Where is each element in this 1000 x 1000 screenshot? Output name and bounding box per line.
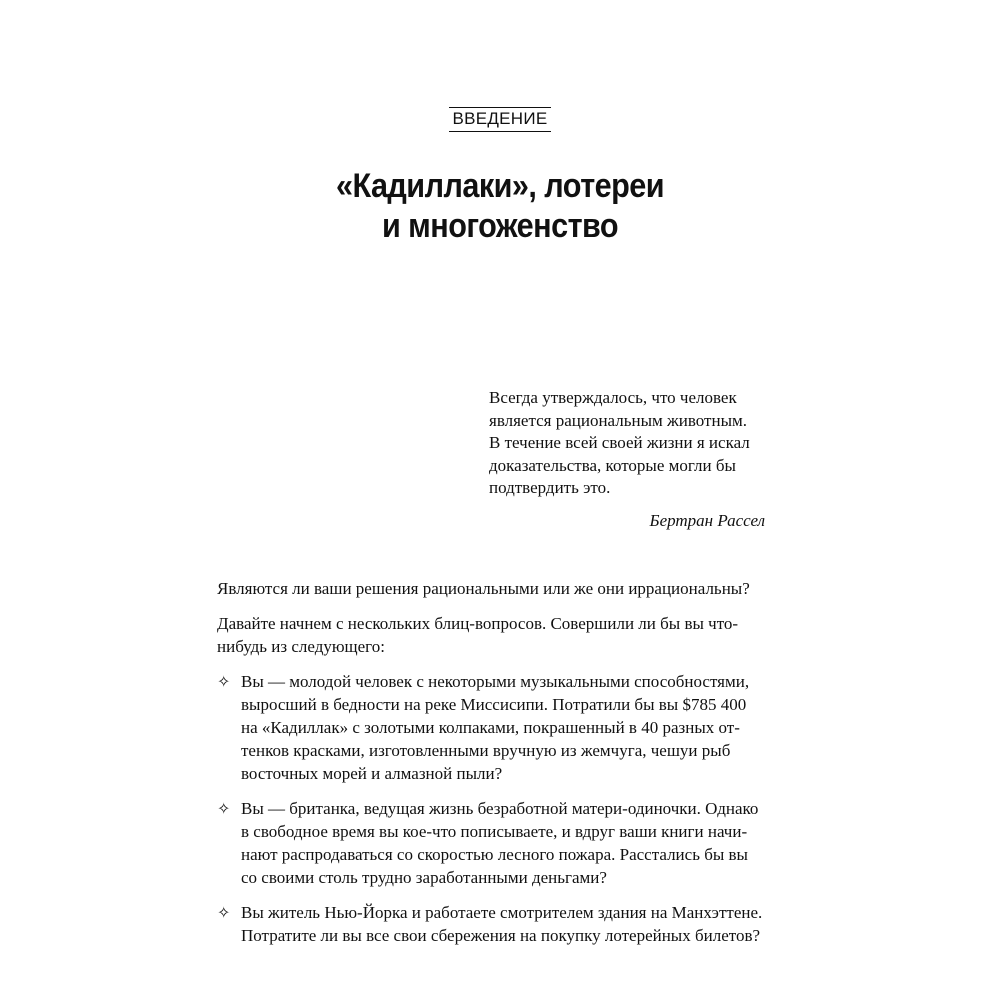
epigraph-line: доказательства, которые могли бы	[489, 455, 736, 475]
bullet-line: Вы житель Нью-Йорка и работаете смотрителем здания на Манхэттене.	[241, 903, 763, 922]
epigraph-line: В течение всей своей жизни я искал	[489, 433, 750, 452]
bullet-line: тенков красками, изготовленными вручную из жемчуга, чешуи рыб	[241, 741, 731, 760]
intro-line: нибудь из следующего:	[217, 637, 385, 656]
bullet-line: в свободное время вы кое-что пописываете, и вдруг ваши книги начи-	[241, 822, 748, 841]
diamond-bullet-icon: ✧	[217, 672, 231, 691]
question-line: Являются ли ваши решения рациональными или же они иррациональны?	[217, 579, 750, 598]
bullet-line: Потратите ли вы все свои сбережения на покупку лотерейных билетов?	[241, 926, 761, 945]
epigraph-line: Всегда утверждалось, что человек	[489, 388, 737, 407]
intro-line: Давайте начнем с нескольких блиц-вопросов. Совершили ли бы вы что-	[217, 614, 739, 633]
chapter-title	[50, 166, 950, 246]
bullet-line: со своими столь трудно заработанными деньгами?	[241, 868, 607, 887]
bullet-item-lottery	[217, 901, 765, 947]
epigraph-author: Бертран Рассел	[649, 510, 765, 530]
chapter-title-line-1: «Кадиллаки», лотереи	[335, 167, 665, 205]
section-label-text: ВВЕДЕНИЕ	[449, 107, 550, 132]
bullet-line: восточных морей и алмазной пыли?	[241, 764, 503, 783]
bullet-item-cadillac	[217, 670, 765, 785]
diamond-bullet-icon: ✧	[217, 903, 231, 922]
diamond-bullet-icon: ✧	[217, 799, 231, 818]
intro-paragraph	[217, 612, 765, 658]
bullet-line: выросший в бедности на реке Миссисипи. Потратили бы вы $785 400	[241, 695, 747, 714]
epigraph	[489, 387, 765, 532]
chapter-title-line-2: и многоженство	[381, 207, 619, 245]
bullet-line: Вы — британка, ведущая жизнь безработной матери-одиночки. Однако	[241, 799, 759, 818]
epigraph-line: подтвердить это.	[489, 478, 611, 497]
bullet-item-british-author	[217, 797, 765, 889]
bullet-line: на «Кадиллак» с золотыми колпаками, покрашенный в 40 разных от-	[241, 718, 740, 737]
section-label	[0, 107, 1000, 132]
bullet-line: нают распродаваться со скоростью лесного пожара. Расстались бы вы	[241, 845, 748, 864]
epigraph-line: является рациональным животным.	[489, 410, 748, 430]
question-paragraph	[217, 577, 765, 600]
body-text	[217, 577, 765, 959]
bullet-line: Вы — молодой человек с некоторыми музыкальными способностями,	[241, 672, 750, 691]
